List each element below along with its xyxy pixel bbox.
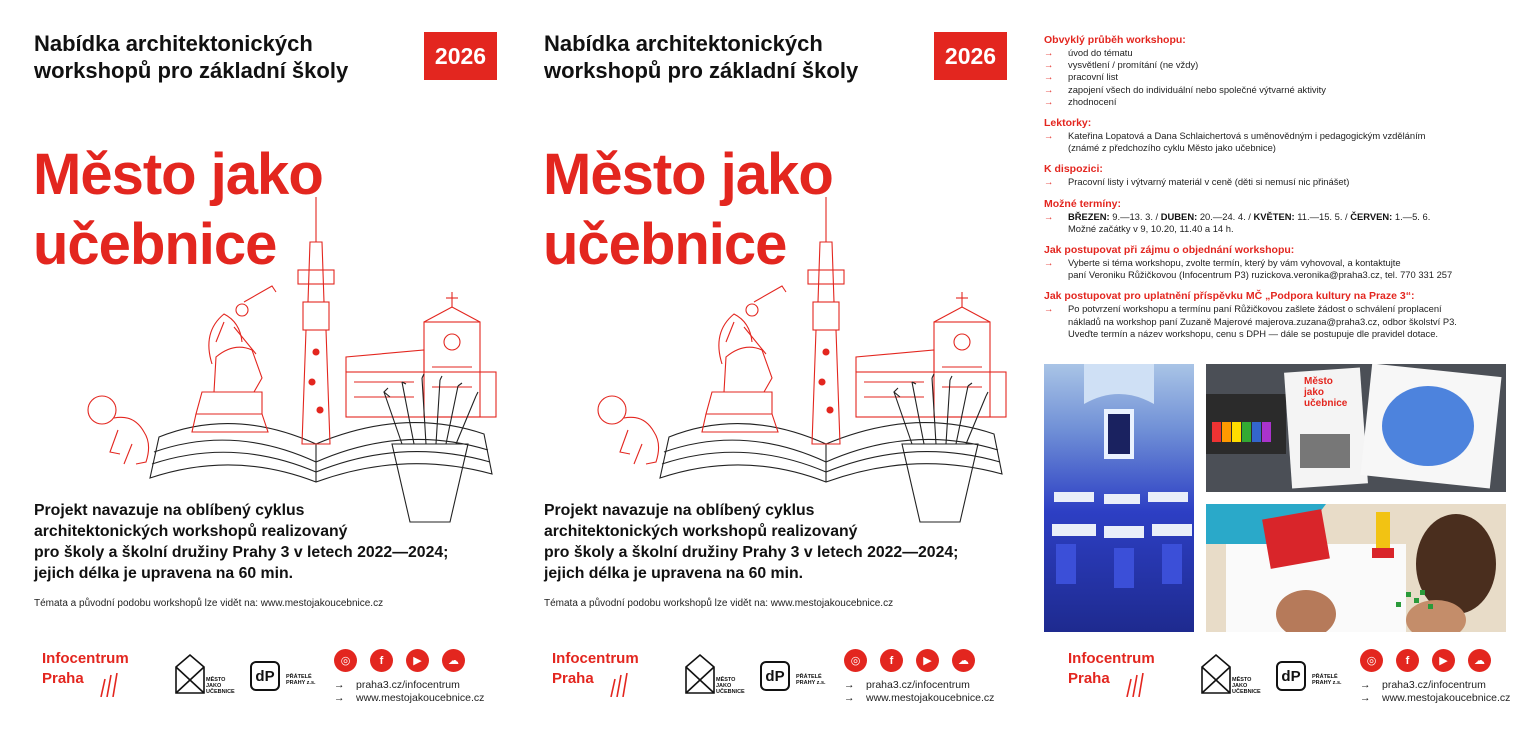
photo-classroom: [1044, 364, 1194, 632]
instagram-icon[interactable]: ◎: [844, 649, 867, 672]
footer: [1026, 645, 1536, 705]
worksheets-scene: [1206, 364, 1506, 492]
footer-links: → praha3.cz/infocentrum → www.mestojakoucebnice.cz: [844, 679, 995, 704]
photo-children-crafting: [1206, 504, 1506, 632]
social-links: [334, 649, 470, 673]
infocentrum-link[interactable]: praha3.cz/infocentrum: [866, 679, 970, 691]
lectors-section: [1044, 117, 1514, 154]
instagram-icon[interactable]: ◎: [334, 649, 357, 672]
soundcloud-icon[interactable]: ☁: [1468, 649, 1491, 672]
list-item: → zapojení všech do individuální nebo společné výtvarné aktivity: [1044, 83, 1326, 95]
soundcloud-icon[interactable]: ☁: [442, 649, 465, 672]
available-section: [1044, 163, 1514, 188]
year-badge: 2026: [934, 32, 1007, 80]
infocentrum-logo: Infocentrum Praha: [1068, 649, 1155, 689]
intro-text: Projekt navazuje na oblíbený cyklus architektonických workshopů realizovaný pro školy a školní družiny Prahy 3 v letech 2022—2024; jejich délka je upravena na 60 min.: [34, 502, 449, 582]
mesto-jako-ucebnice-logo: MĚSTO JAKO UČEBNICE: [1200, 651, 1264, 695]
pratele-prahy-logo: dP PŘÁTELÉ PRAHY z.s.: [760, 661, 830, 695]
list-item: → Po potvrzení workshopu a termínu paní Růžičkovou zašlete žádost o schválení proplacení nákladů na workshop paní Zuzaně Majerové majerova.zuzana@praha3.cz, odbor školství P3. Uveďte termín a název workshopu, cenu s DPH — dále se postupuje dle pravidel dotace.: [1044, 303, 1457, 339]
poster-page-1: [0, 0, 510, 739]
dates-title: Možné termíny:: [1044, 197, 1122, 210]
workshop-photos: [1044, 364, 1506, 632]
city-book-illustration: [594, 182, 1010, 532]
facebook-icon[interactable]: f: [1396, 649, 1419, 672]
footer-links: → praha3.cz/infocentrum → www.mestojakoucebnice.cz: [334, 679, 485, 704]
worksheet-title: Město jako učebnice: [1304, 376, 1348, 409]
list-item: → vysvětlení / promítání (ne vždy): [1044, 59, 1199, 71]
website-note: Témata a původní podobu workshopů lze vidět na: www.mestojakoucebnice.cz: [34, 598, 384, 609]
list-item: → BŘEZEN: 9.—13. 3. / DUBEN: 20.—24. 4. / KVĚTEN: 11.—15. 5. / ČERVEN: 1.—5. 6. Možné začátky v 9, 10.20, 11.40 a 14 h.: [1044, 210, 1431, 234]
city-book-illustration: [84, 182, 500, 532]
info-sections: [1044, 34, 1514, 349]
course-section: [1044, 34, 1514, 108]
website-note: Témata a původní podobu workshopů lze vidět na: www.mestojakoucebnice.cz: [544, 598, 894, 609]
list-item: → úvod do tématu: [1044, 47, 1133, 58]
youtube-icon[interactable]: ▶: [1432, 649, 1455, 672]
soundcloud-icon[interactable]: ☁: [952, 649, 975, 672]
youtube-icon[interactable]: ▶: [916, 649, 939, 672]
mestojakoucebnice-link[interactable]: www.mestojakoucebnice.cz: [356, 692, 485, 704]
pratele-prahy-logo: dP PŘÁTELÉ PRAHY z.s.: [250, 661, 320, 695]
house-cross-icon: [684, 651, 716, 695]
instagram-icon[interactable]: ◎: [1360, 649, 1383, 672]
praha-slash-icon: [607, 673, 629, 697]
grant-title: Jak postupovat pro uplatnění příspěvku MČ „Podpora kultury na Praze 3“:: [1044, 290, 1415, 303]
social-links: [1360, 649, 1496, 673]
infocentrum-logo: Infocentrum Praha: [42, 649, 129, 689]
praha-slash-icon: [97, 673, 119, 697]
footer-links: → praha3.cz/infocentrum → www.mestojakoucebnice.cz: [1360, 679, 1511, 704]
list-item: → Kateřina Lopatová a Dana Schlaichertová s uměnovědným i pedagogickým vzděláním (známé z předchozího cyklu Město jako učebnice): [1044, 130, 1426, 154]
mesto-jako-ucebnice-logo: MĚSTO JAKO UČEBNICE: [174, 651, 238, 695]
infocentrum-logo: Infocentrum Praha: [552, 649, 639, 689]
pratele-prahy-logo: dP PŘÁTELÉ PRAHY z.s.: [1276, 661, 1346, 695]
poster-page-2: [510, 0, 1020, 739]
list-item: → Pracovní listy i výtvarný materiál v ceně (děti si nemusí nic přinášet): [1044, 176, 1350, 188]
infocentrum-link[interactable]: praha3.cz/infocentrum: [356, 679, 460, 691]
facebook-icon[interactable]: f: [370, 649, 393, 672]
lectors-title: Lektorky:: [1044, 117, 1092, 130]
facebook-icon[interactable]: f: [880, 649, 903, 672]
footer: [0, 645, 510, 705]
poster-title: Město jako učebnice: [33, 142, 323, 277]
grant-section: [1044, 290, 1514, 340]
mesto-jako-ucebnice-logo: MĚSTO JAKO UČEBNICE: [684, 651, 748, 695]
infocentrum-link[interactable]: praha3.cz/infocentrum: [1382, 679, 1486, 691]
poster-heading: Nabídka architektonických workshopů pro základní školy: [34, 31, 349, 83]
info-page: [1020, 0, 1536, 739]
classroom-scene: [1044, 364, 1194, 632]
youtube-icon[interactable]: ▶: [406, 649, 429, 672]
list-item: → zhodnocení: [1044, 95, 1117, 107]
mestojakoucebnice-link[interactable]: www.mestojakoucebnice.cz: [866, 692, 995, 704]
course-title: Obvyklý průběh workshopu:: [1044, 34, 1186, 46]
house-cross-icon: [1200, 651, 1232, 695]
year-badge: 2026: [424, 32, 497, 80]
mestojakoucebnice-link[interactable]: www.mestojakoucebnice.cz: [1382, 692, 1511, 704]
praha-slash-icon: [1123, 673, 1145, 697]
poster-heading: Nabídka architektonických workshopů pro základní školy: [544, 31, 859, 83]
dates-section: [1044, 198, 1514, 235]
poster-title: Město jako učebnice: [543, 142, 833, 277]
crafting-scene: [1206, 504, 1506, 632]
footer: [510, 645, 1020, 705]
available-title: K dispozici:: [1044, 163, 1103, 176]
order-section: [1044, 244, 1514, 281]
photo-worksheets: [1206, 364, 1506, 492]
intro-text: Projekt navazuje na oblíbený cyklus architektonických workshopů realizovaný pro školy a školní družiny Prahy 3 v letech 2022—2024; jejich délka je upravena na 60 min.: [544, 502, 959, 582]
house-cross-icon: [174, 651, 206, 695]
list-item: → pracovní list: [1044, 71, 1119, 83]
list-item: → Vyberte si téma workshopu, zvolte termín, který by vám vyhovoval, a kontaktujte paní Veroniku Růžičkovou (Infocentrum P3) ruzickova.veronika@praha3.cz, tel. 770 331 257: [1044, 257, 1453, 281]
order-title: Jak postupovat při zájmu o objednání workshopu:: [1044, 244, 1295, 257]
social-links: [844, 649, 980, 673]
